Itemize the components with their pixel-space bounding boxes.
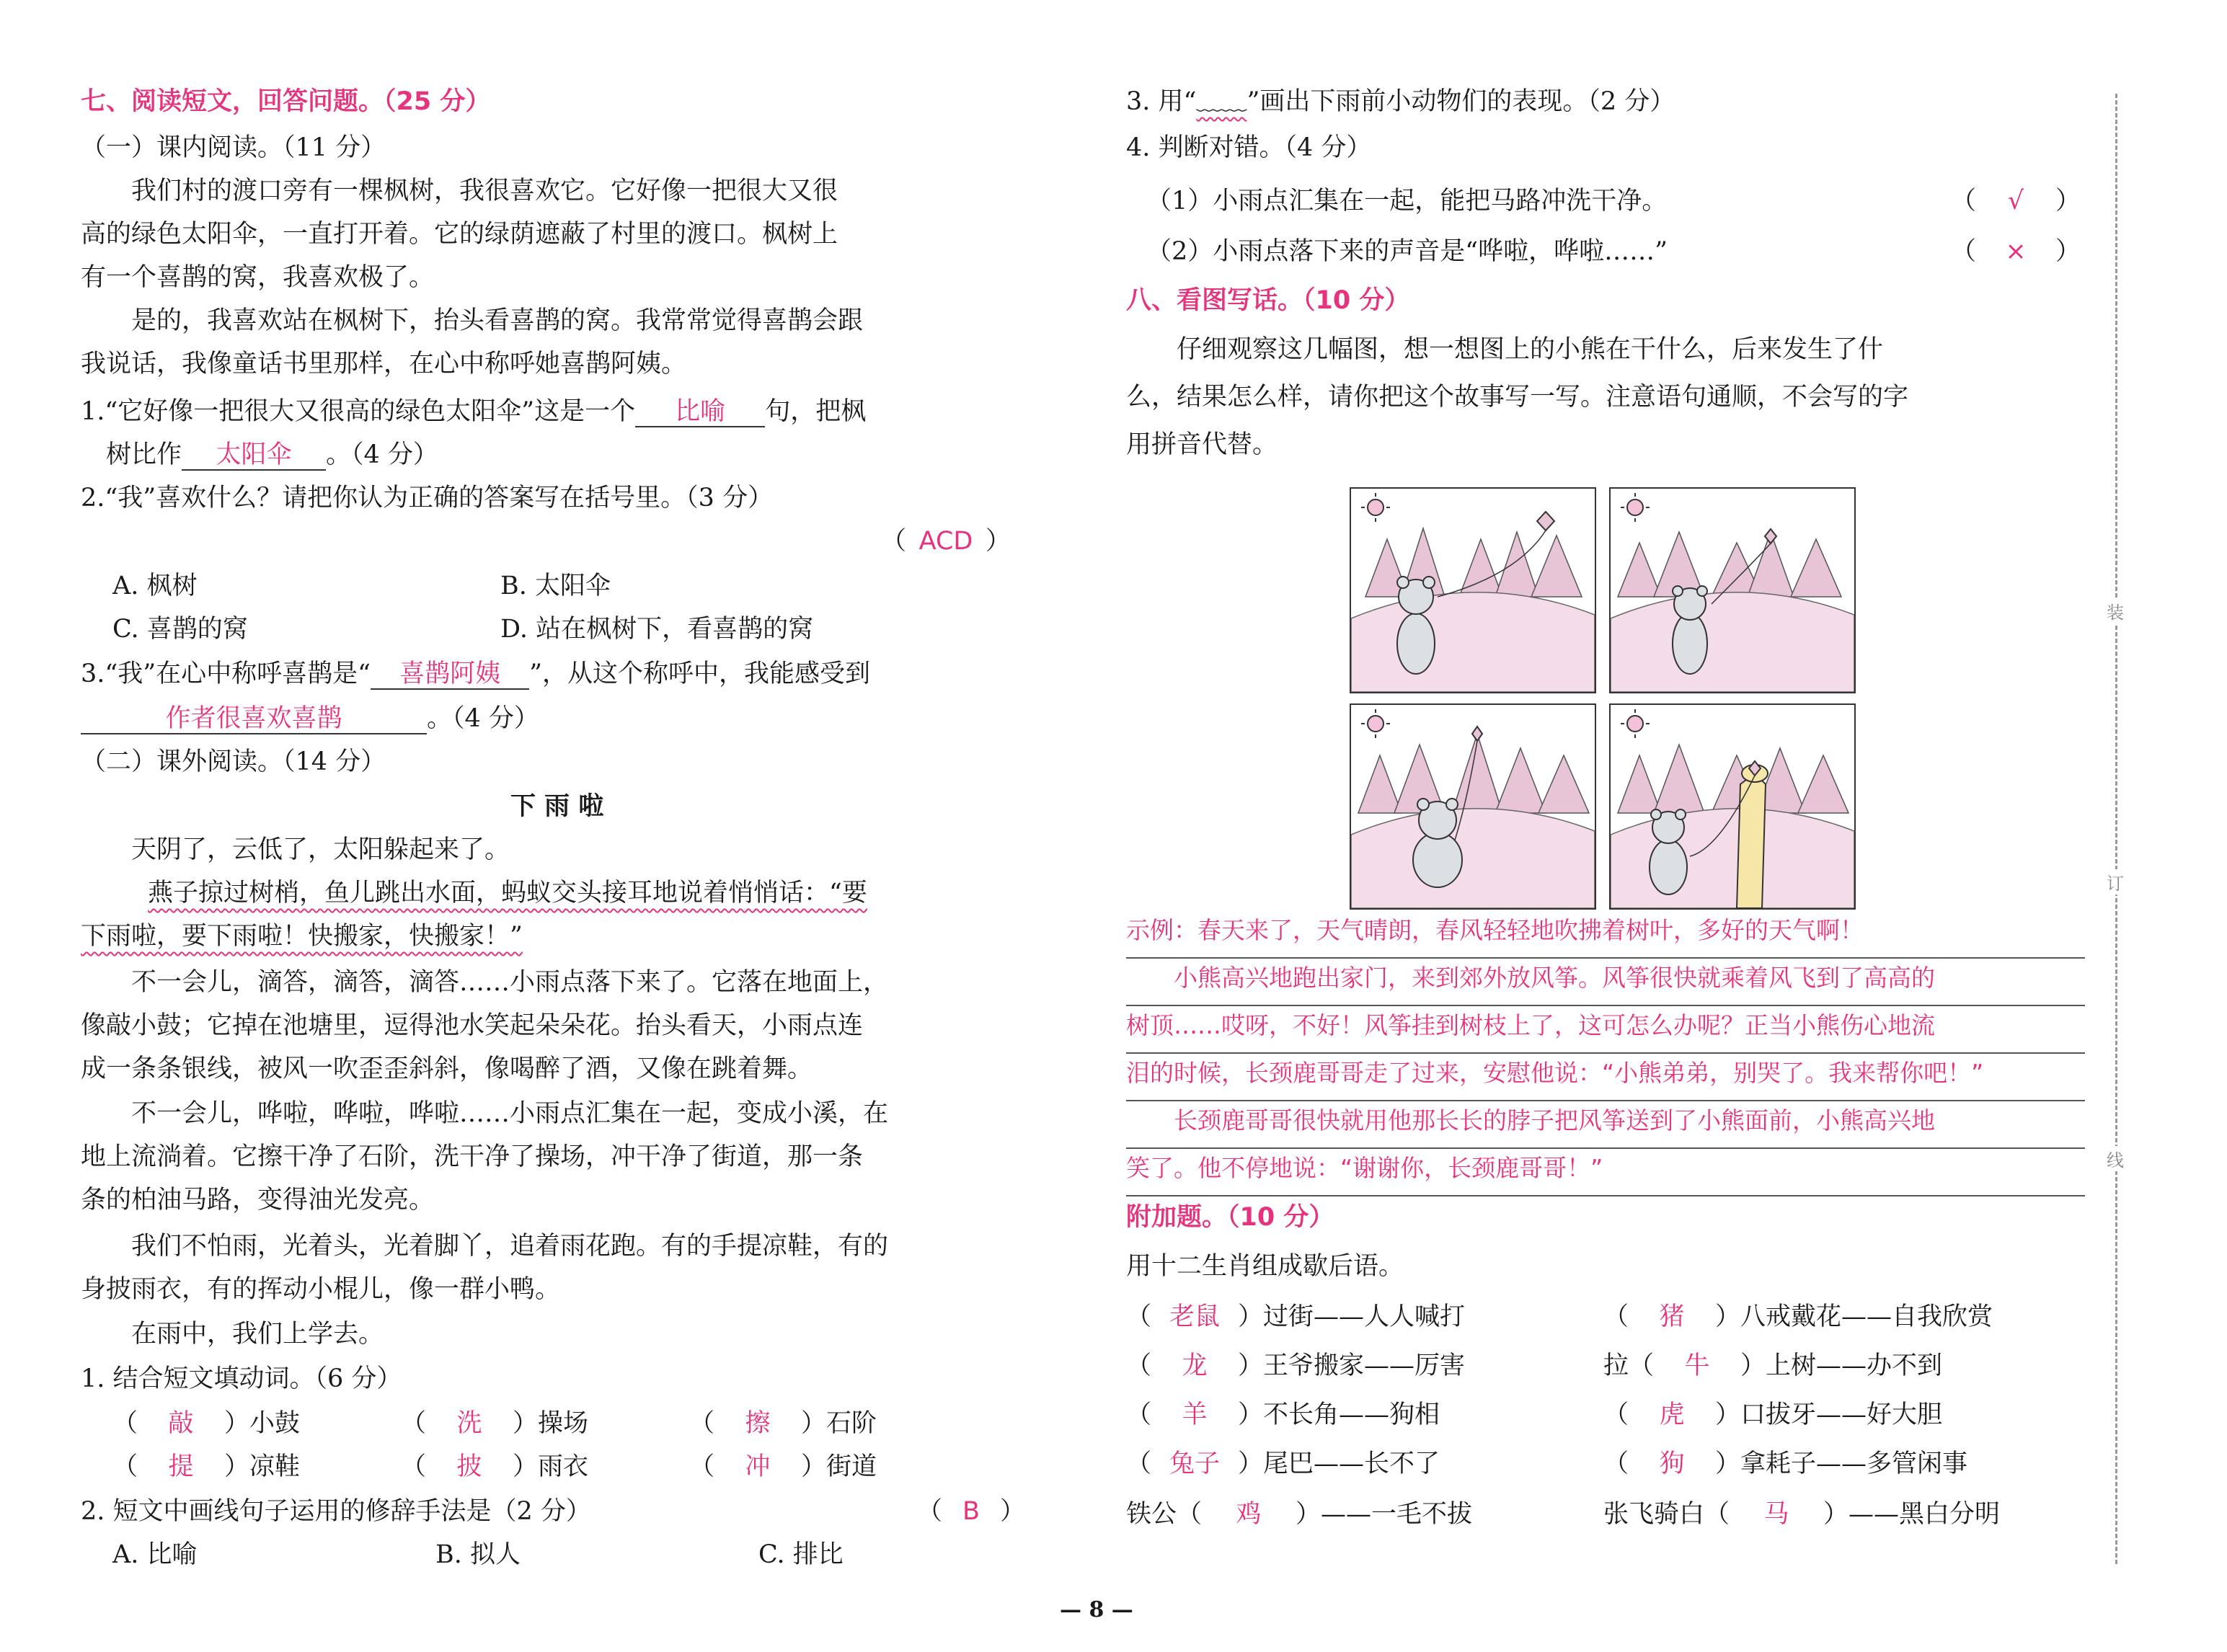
section-8-heading: 八、看图写话。（10 分） — [1126, 286, 1410, 315]
verb-item: （ 冲 ）街道 — [689, 1452, 877, 1481]
idiom-item: （ 虎 ）口拔牙——好大胆 — [1603, 1400, 1943, 1429]
passage-2-line: 我说话，我像童话书里那样，在心中称呼她喜鹊阿姨。 — [81, 350, 687, 378]
underlined-sentence: 下雨啦，要下雨啦！快搬家，快搬家！” — [81, 922, 523, 951]
question-2: 2.“我”喜欢什么？请把你认为正确的答案写在括号里。（3 分） — [81, 484, 774, 512]
question-3: 3.“我”在心中称呼喜鹊是“ 喜鹊阿姨 ”，从这个称呼中，我能感受到 — [81, 660, 870, 688]
option-c: C. 喜鹊的窝 — [112, 615, 248, 644]
example-line: 泪的时候，长颈鹿哥哥走了过来，安慰他说：“小熊弟弟，别哭了。我来帮你吧！” — [1126, 1057, 2085, 1101]
story-title: 下 雨 啦 — [510, 792, 604, 821]
option-a: A. 比喻 — [112, 1540, 198, 1569]
bonus-question-2: 2. 短文中画线句子运用的修辞手法是（2 分） — [81, 1497, 591, 1526]
bonus-heading: 附加题。（10 分） — [1126, 1203, 1334, 1232]
question-3-right: 3. 用“﹏﹏”画出下雨前小动物们的表现。（2 分） — [1126, 87, 1675, 116]
instruction-line: 么，结果怎么样，请你把这个故事写一写。注意语句通顺，不会写的字 — [1126, 383, 1909, 412]
question-1: 1.“它好像一把很大又很高的绿色太阳伞”这是一个 比喻 句，把枫 — [81, 397, 867, 426]
question-4-right: 4. 判断对错。（4 分） — [1126, 133, 1372, 162]
option-c: C. 排比 — [758, 1540, 844, 1569]
judgement-1: （1）小雨点汇集在一起，能把马路冲洗干净。 — [1146, 187, 1668, 216]
story-line: 不一会儿，哗啦，哗啦，哗啦……小雨点汇集在一起，变成小溪，在 — [81, 1099, 889, 1128]
part-1-heading: （一）课内阅读。（11 分） — [81, 133, 386, 162]
answer-blank[interactable]: 喜鹊阿姨 — [371, 660, 529, 690]
section-7-heading: 七、阅读短文，回答问题。（25 分） — [81, 87, 491, 116]
bonus-instruction: 用十二生肖组成歇后语。 — [1126, 1252, 1404, 1281]
bonus-question-1: 1. 结合短文填动词。（6 分） — [81, 1364, 402, 1393]
instruction-line: 仔细观察这几幅图，想一想图上的小熊在干什么，后来发生了什 — [1126, 335, 1884, 364]
answer-blank[interactable]: 作者很喜欢喜鹊 — [81, 704, 427, 734]
answer-blank[interactable]: 太阳伞 — [182, 440, 326, 471]
part-2-heading: （二）课外阅读。（14 分） — [81, 747, 386, 776]
answer-value[interactable]: ACD — [918, 527, 973, 556]
example-line: 长颈鹿哥哥很快就用他那长长的脖子把风筝送到了小熊面前，小熊高兴地 — [1126, 1104, 2085, 1149]
verb-item: （ 洗 ）操场 — [401, 1409, 589, 1438]
passage-2-line: 是的，我喜欢站在枫树下，抬头看喜鹊的窝。我常常觉得喜鹊会跟 — [81, 306, 864, 335]
question-1-cont: 树比作 太阳伞 。（4 分） — [81, 440, 438, 469]
idiom-item: 张飞骑白（ 马 ）——黑白分明 — [1603, 1500, 2001, 1529]
binding-char: 装 — [2107, 598, 2124, 623]
option-a: A. 枫树 — [112, 572, 198, 600]
picture-panel-1 — [1350, 487, 1596, 693]
story-line: 条的柏油马路，变得油光发亮。 — [81, 1186, 435, 1214]
idiom-item: （ 猪 ）八戒戴花——自我欣赏 — [1603, 1302, 1993, 1331]
example-line: 小熊高兴地跑出家门，来到郊外放风筝。风筝很快就乘着风飞到了高高的 — [1126, 962, 2085, 1006]
example-line: 示例：春天来了，天气晴朗，春风轻轻地吹拂着树叶，多好的天气啊！ — [1126, 914, 2085, 959]
answer-blank[interactable]: 比喻 — [635, 397, 765, 427]
idiom-item: （ 羊 ）不长角——狗相 — [1126, 1400, 1440, 1429]
option-d: D. 站在枫树下，看喜鹊的窝 — [500, 615, 814, 644]
idiom-item: 铁公（ 鸡 ）——一毛不拔 — [1126, 1500, 1473, 1529]
passage-1-line: 我们村的渡口旁有一棵枫树，我很喜欢它。它好像一把很大又很 — [81, 177, 838, 205]
story-line: 我们不怕雨，光着头，光着脚丫，追着雨花跑。有的手提凉鞋，有的 — [81, 1232, 889, 1261]
story-line: 像敲小鼓；它掉在池塘里，逗得池水笑起朵朵花。抬头看天，小雨点连 — [81, 1011, 864, 1040]
verb-item: （ 擦 ）石阶 — [689, 1409, 877, 1438]
option-b: B. 太阳伞 — [500, 572, 611, 600]
verb-item: （ 披 ）雨衣 — [401, 1452, 589, 1481]
passage-1-line: 有一个喜鹊的窝，我喜欢极了。 — [81, 263, 435, 292]
underlined-sentence: 燕子掠过树梢，鱼儿跳出水面，蚂蚁交头接耳地说着悄悄话：“要 — [148, 879, 867, 907]
binding-dashed-line — [2115, 94, 2117, 1564]
question-3-cont: 作者很喜欢喜鹊 。（4 分） — [81, 702, 539, 735]
option-b: B. 拟人 — [435, 1540, 521, 1569]
picture-panel-4 — [1609, 703, 1856, 910]
judgement-2-answer: （ × ） — [1951, 237, 2081, 266]
verb-item: （ 敲 ）小鼓 — [112, 1409, 301, 1438]
binding-char: 订 — [2107, 869, 2124, 894]
story-line: 成一条条银线，被风一吹歪歪斜斜，像喝醉了酒，又像在跳着舞。 — [81, 1054, 813, 1083]
idiom-item: （ 龙 ）王爷搬家——厉害 — [1126, 1351, 1466, 1380]
idiom-item: （ 兔子 ）尾巴——长不了 — [1126, 1449, 1440, 1478]
story-line: 身披雨衣，有的挥动小棍儿，像一群小鸭。 — [81, 1275, 561, 1304]
idiom-item: （ 狗 ）拿耗子——多管闲事 — [1603, 1449, 1968, 1478]
verb-item: （ 提 ）凉鞋 — [112, 1452, 301, 1481]
picture-panel-2 — [1609, 487, 1856, 693]
story-line: 在雨中，我们上学去。 — [81, 1320, 384, 1349]
example-line: 笑了。他不停地说：“谢谢你，长颈鹿哥哥！” — [1126, 1152, 2085, 1196]
binding-char: 线 — [2107, 1146, 2124, 1171]
story-line: 地上流淌着。它擦干净了石阶，洗干净了操场，冲干净了街道，那一条 — [81, 1142, 864, 1171]
idiom-item: 拉（ 牛 ）上树——办不到 — [1603, 1351, 1943, 1380]
judgement-2: （2）小雨点落下来的声音是“哗啦，哗啦……” — [1146, 237, 1668, 266]
answer-parens: （ ACD ） — [881, 525, 1011, 558]
example-line: 树顶……哎呀，不好！风筝挂到树枝上了，这可怎么办呢？正当小熊伤心地流 — [1126, 1009, 2085, 1054]
idiom-item: （ 老鼠 ）过街——人人喊打 — [1126, 1302, 1466, 1331]
page-number: — 8 — — [1060, 1597, 1133, 1622]
story-line: 天阴了，云低了，太阳躲起来了。 — [81, 835, 510, 864]
picture-panel-3 — [1350, 703, 1596, 910]
judgement-1-answer: （ √ ） — [1951, 187, 2081, 216]
answer-parens: （ B ） — [917, 1497, 1026, 1526]
passage-1-line: 高的绿色太阳伞，一直打开着。它的绿荫遮蔽了村里的渡口。枫树上 — [81, 220, 838, 249]
story-line: 不一会儿，滴答，滴答，滴答……小雨点落下来了。它落在地面上， — [81, 968, 889, 997]
instruction-line: 用拼音代替。 — [1126, 430, 1278, 459]
